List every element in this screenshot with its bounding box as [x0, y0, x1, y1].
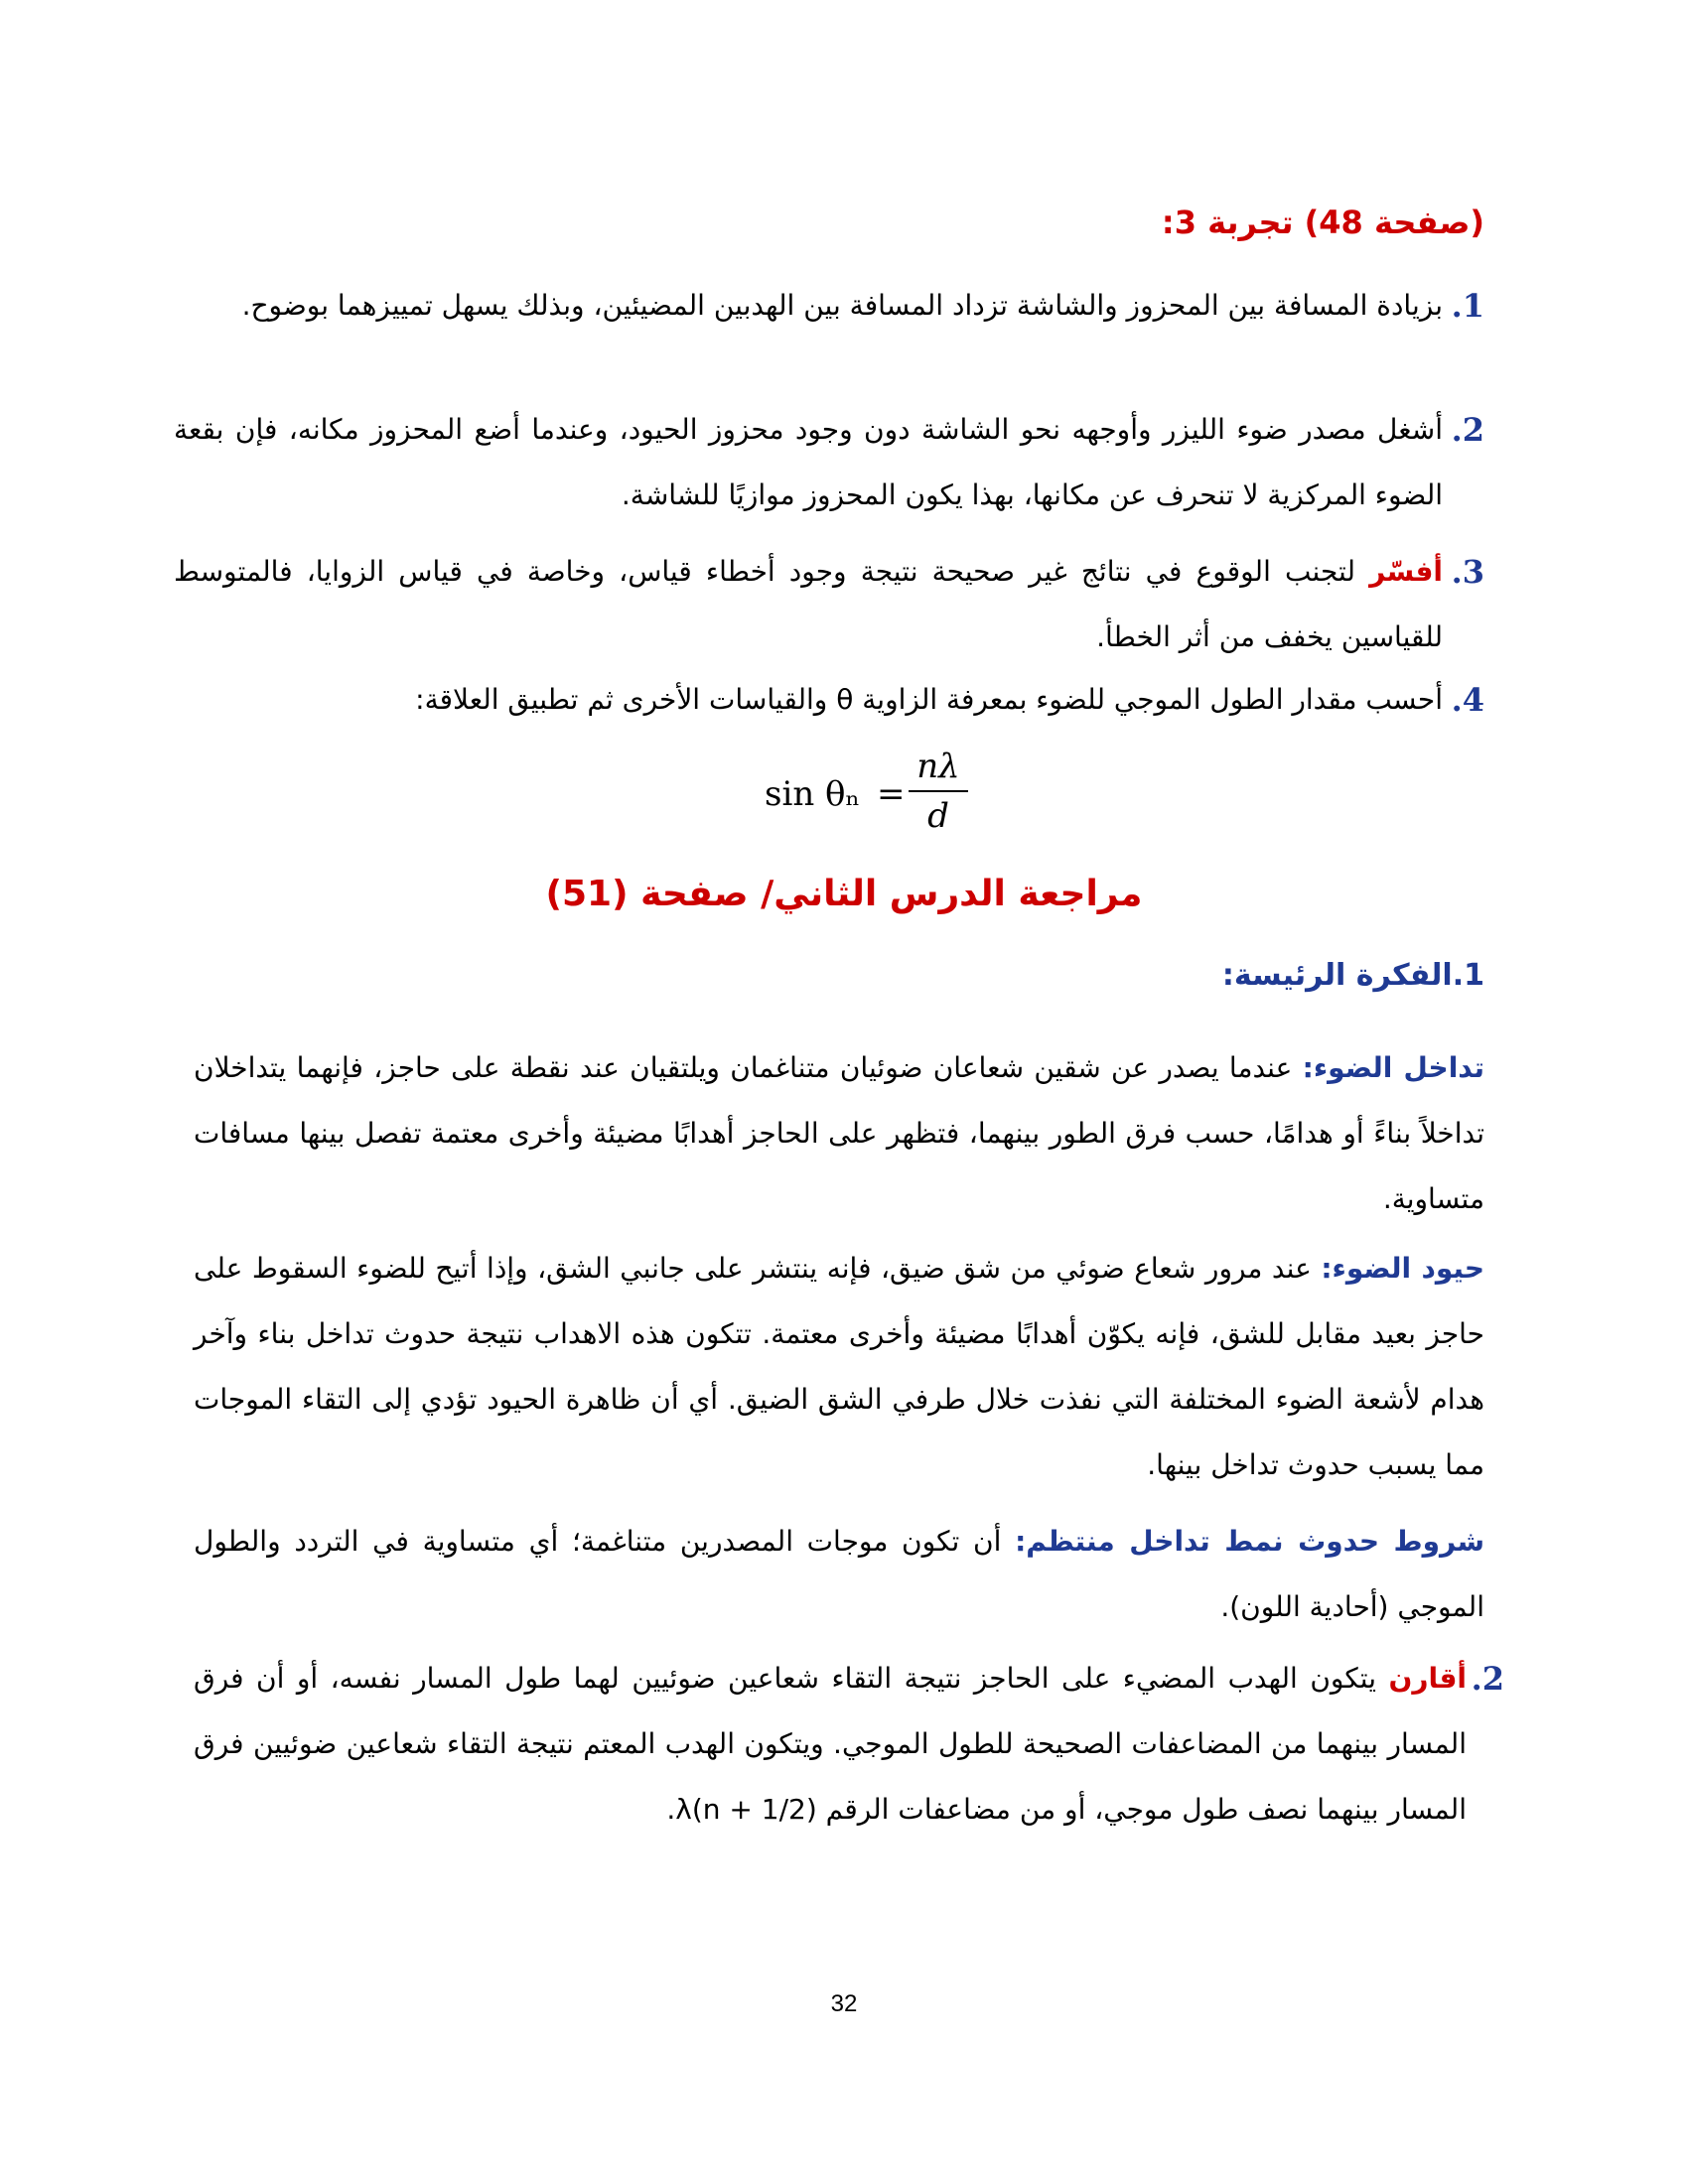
term-label: حيود الضوء:	[1321, 1252, 1485, 1285]
item-number: 2.	[1471, 1660, 1504, 1698]
page-number: 32	[830, 1990, 858, 2017]
item-body: يتكون الهدب المضيء على الحاجز نتيجة التقاء شعاعين ضوئيين لهما طول المسار نفسه، أو أن فرق المسار بينهما من المضاعفات الصحيحة للطول الموجي. ويتكون الهدب المعتم نتيجة التقاء شعاعين ضوئيين فرق المسار بينهما نصف طول موجي، أو من مضاعفات الرقم λ(n + 1/2).	[194, 1662, 1467, 1826]
compare-item	[194, 1646, 1504, 1843]
item-text: أحسب مقدار الطول الموجي للضوء بمعرفة الزاوية θ والقياسات الأخرى ثم تطبيق العلاقة:	[415, 683, 1443, 716]
item-text: بزيادة المسافة بين المحزوز والشاشة تزداد المسافة بين الهدبين المضيئين، وبذلك يسهل تمييزهما بوضوح.	[241, 289, 1443, 322]
item-number: 4.	[1451, 681, 1484, 719]
experiment-item-4	[174, 667, 1484, 733]
paragraph-interference	[194, 1035, 1484, 1232]
item-keyword: أقارن	[1388, 1662, 1467, 1695]
main-idea-label: 1.الفكرة الرئيسة:	[1221, 958, 1484, 993]
item-body: لتجنب الوقوع في نتائج غير صحيحة نتيجة وجود أخطاء قياس، وخاصة في قياس الزوايا، فالمتوسط للقياسين يخفف من أثر الخطأ.	[174, 555, 1443, 653]
formula-equals: =	[877, 774, 906, 814]
item-text: أشغل مصدر ضوء الليزر وأوجهه نحو الشاشة دون وجود محزوز الحيود، وعندما أضع المحزوز مكانه، فإن بقعة الضوء المركزية لا تنحرف عن مكانها، بهذا يكون المحزوز موازيًا للشاشة.	[174, 413, 1443, 511]
item-text	[174, 539, 1484, 670]
diffraction-formula	[765, 745, 963, 844]
item-number: 2.	[1451, 411, 1484, 449]
term-label: شروط حدوث نمط تداخل منتظم:	[1015, 1525, 1484, 1558]
fraction-bar	[909, 790, 968, 792]
term-text: عند مرور شعاع ضوئي من شق ضيق، فإنه ينتشر على جانبي الشق، وإذا أتيح للضوء السقوط على حاجز بعيد مقابل للشق، فإنه يكوّن أهدابًا مضيئة وأخرى معتمة. تتكون هذه الاهداب نتيجة حدوث تداخل بناء وآخر هدام لأشعة الضوء المختلفة التي نفذت خلال طرفي الشق الضيق. أي أن ظاهرة الحيود تؤدي إلى التقاء الموجات مما يسبب حدوث تداخل بينها.	[194, 1252, 1484, 1481]
experiment-item-2	[174, 397, 1484, 528]
experiment-item-1	[174, 273, 1484, 339]
item-number: 1.	[1451, 287, 1484, 325]
experiment-item-3	[174, 539, 1484, 670]
formula-numerator: nλ	[916, 747, 960, 786]
paragraph-diffraction	[194, 1236, 1484, 1498]
term-text: عندما يصدر عن شقين شعاعان ضوئيان متناغمان ويلتقيان عند نقطة على حاجز، فإنهما يتداخلان تداخلاً بناءً أو هدامًا، حسب فرق الطور بينهما، فتظهر على الحاجز أهدابًا مضيئة وأخرى معتمة تفصل بينها مسافات متساوية.	[194, 1051, 1484, 1215]
item-text	[194, 1646, 1504, 1843]
term-label: تداخل الضوء:	[1302, 1051, 1484, 1084]
review-heading: مراجعة الدرس الثاني/ صفحة (51)	[545, 874, 1143, 914]
experiment-title: (صفحة 48) تجربة 3:	[1161, 204, 1484, 241]
item-keyword: أفسّر	[1369, 555, 1443, 588]
item-number: 3.	[1451, 553, 1484, 591]
formula-fraction	[909, 745, 968, 838]
formula-denominator: d	[927, 796, 949, 836]
formula-lhs: sin θₙ	[765, 774, 861, 814]
paragraph-conditions	[194, 1509, 1484, 1640]
term-text: أن تكون موجات المصدرين متناغمة؛ أي متساوية في التردد والطول الموجي (أحادية اللون).	[194, 1525, 1484, 1623]
